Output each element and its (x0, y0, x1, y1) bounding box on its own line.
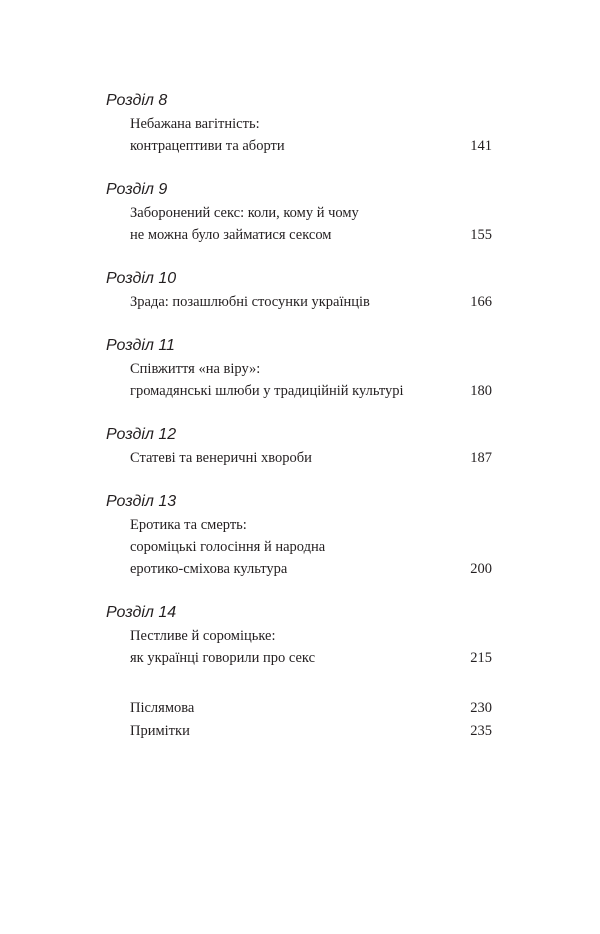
page-number: 200 (470, 561, 492, 577)
chapter-title-line: сороміцькі голосіння й народна (130, 539, 326, 555)
chapter-title-line: як українці говорили про секс (130, 650, 316, 666)
chapter-title-line: Зрада: позашлюбні стосунки українців (130, 294, 370, 310)
chapter-entry[interactable] (106, 625, 492, 669)
chapter-title-line: Пестливе й сороміцьке: (130, 628, 276, 644)
chapter-title-line: Статеві та венеричні хвороби (130, 450, 312, 466)
chapter-section (106, 601, 492, 669)
chapter-section (106, 89, 492, 157)
chapter-title-line: громадянські шлюби у традиційній культурі (130, 383, 404, 399)
chapter-entry[interactable] (106, 447, 492, 469)
back-matter-title: Післямова (130, 700, 195, 716)
chapter-section (106, 334, 492, 402)
chapter-title-line: не можна було займатися сексом (130, 227, 332, 243)
table-of-contents (106, 89, 492, 743)
chapter-section (106, 490, 492, 580)
chapter-entry[interactable] (106, 291, 492, 313)
chapter-title-line: Заборонений секс: коли, кому й чому (130, 205, 359, 221)
back-matter-entry[interactable] (106, 720, 492, 742)
chapter-title-line: Еротика та смерть: (130, 517, 247, 533)
chapter-entry[interactable] (106, 514, 492, 580)
chapter-heading: Розділ 10 (106, 270, 177, 287)
chapter-heading: Розділ 12 (106, 426, 177, 443)
back-matter (106, 697, 492, 742)
page-number: 235 (470, 723, 492, 739)
chapter-section (106, 423, 492, 469)
chapter-section (106, 267, 492, 313)
back-matter-title: Примітки (130, 723, 190, 739)
chapter-heading: Розділ 13 (106, 493, 177, 510)
chapter-entry[interactable] (106, 358, 492, 402)
chapter-heading: Розділ 9 (106, 181, 168, 198)
chapter-title-line: контрацептиви та аборти (130, 138, 285, 154)
page-number: 180 (470, 383, 492, 399)
page-number: 155 (470, 227, 492, 243)
page-number: 166 (470, 294, 492, 310)
chapter-heading: Розділ 11 (106, 337, 175, 354)
chapter-heading: Розділ 8 (106, 92, 168, 109)
chapter-title-line: Небажана вагітність: (130, 116, 260, 132)
back-matter-entry[interactable] (106, 697, 492, 719)
chapter-title-line: еротико-сміхова культура (130, 561, 288, 577)
chapter-entry[interactable] (106, 202, 492, 246)
page-number: 215 (470, 650, 492, 666)
chapter-entry[interactable] (106, 113, 492, 157)
page-number: 187 (470, 450, 492, 466)
chapter-section (106, 178, 492, 246)
chapter-heading: Розділ 14 (106, 604, 177, 621)
page-number: 230 (470, 700, 492, 716)
chapter-title-line: Співжиття «на віру»: (130, 361, 261, 377)
page-number: 141 (470, 138, 492, 154)
